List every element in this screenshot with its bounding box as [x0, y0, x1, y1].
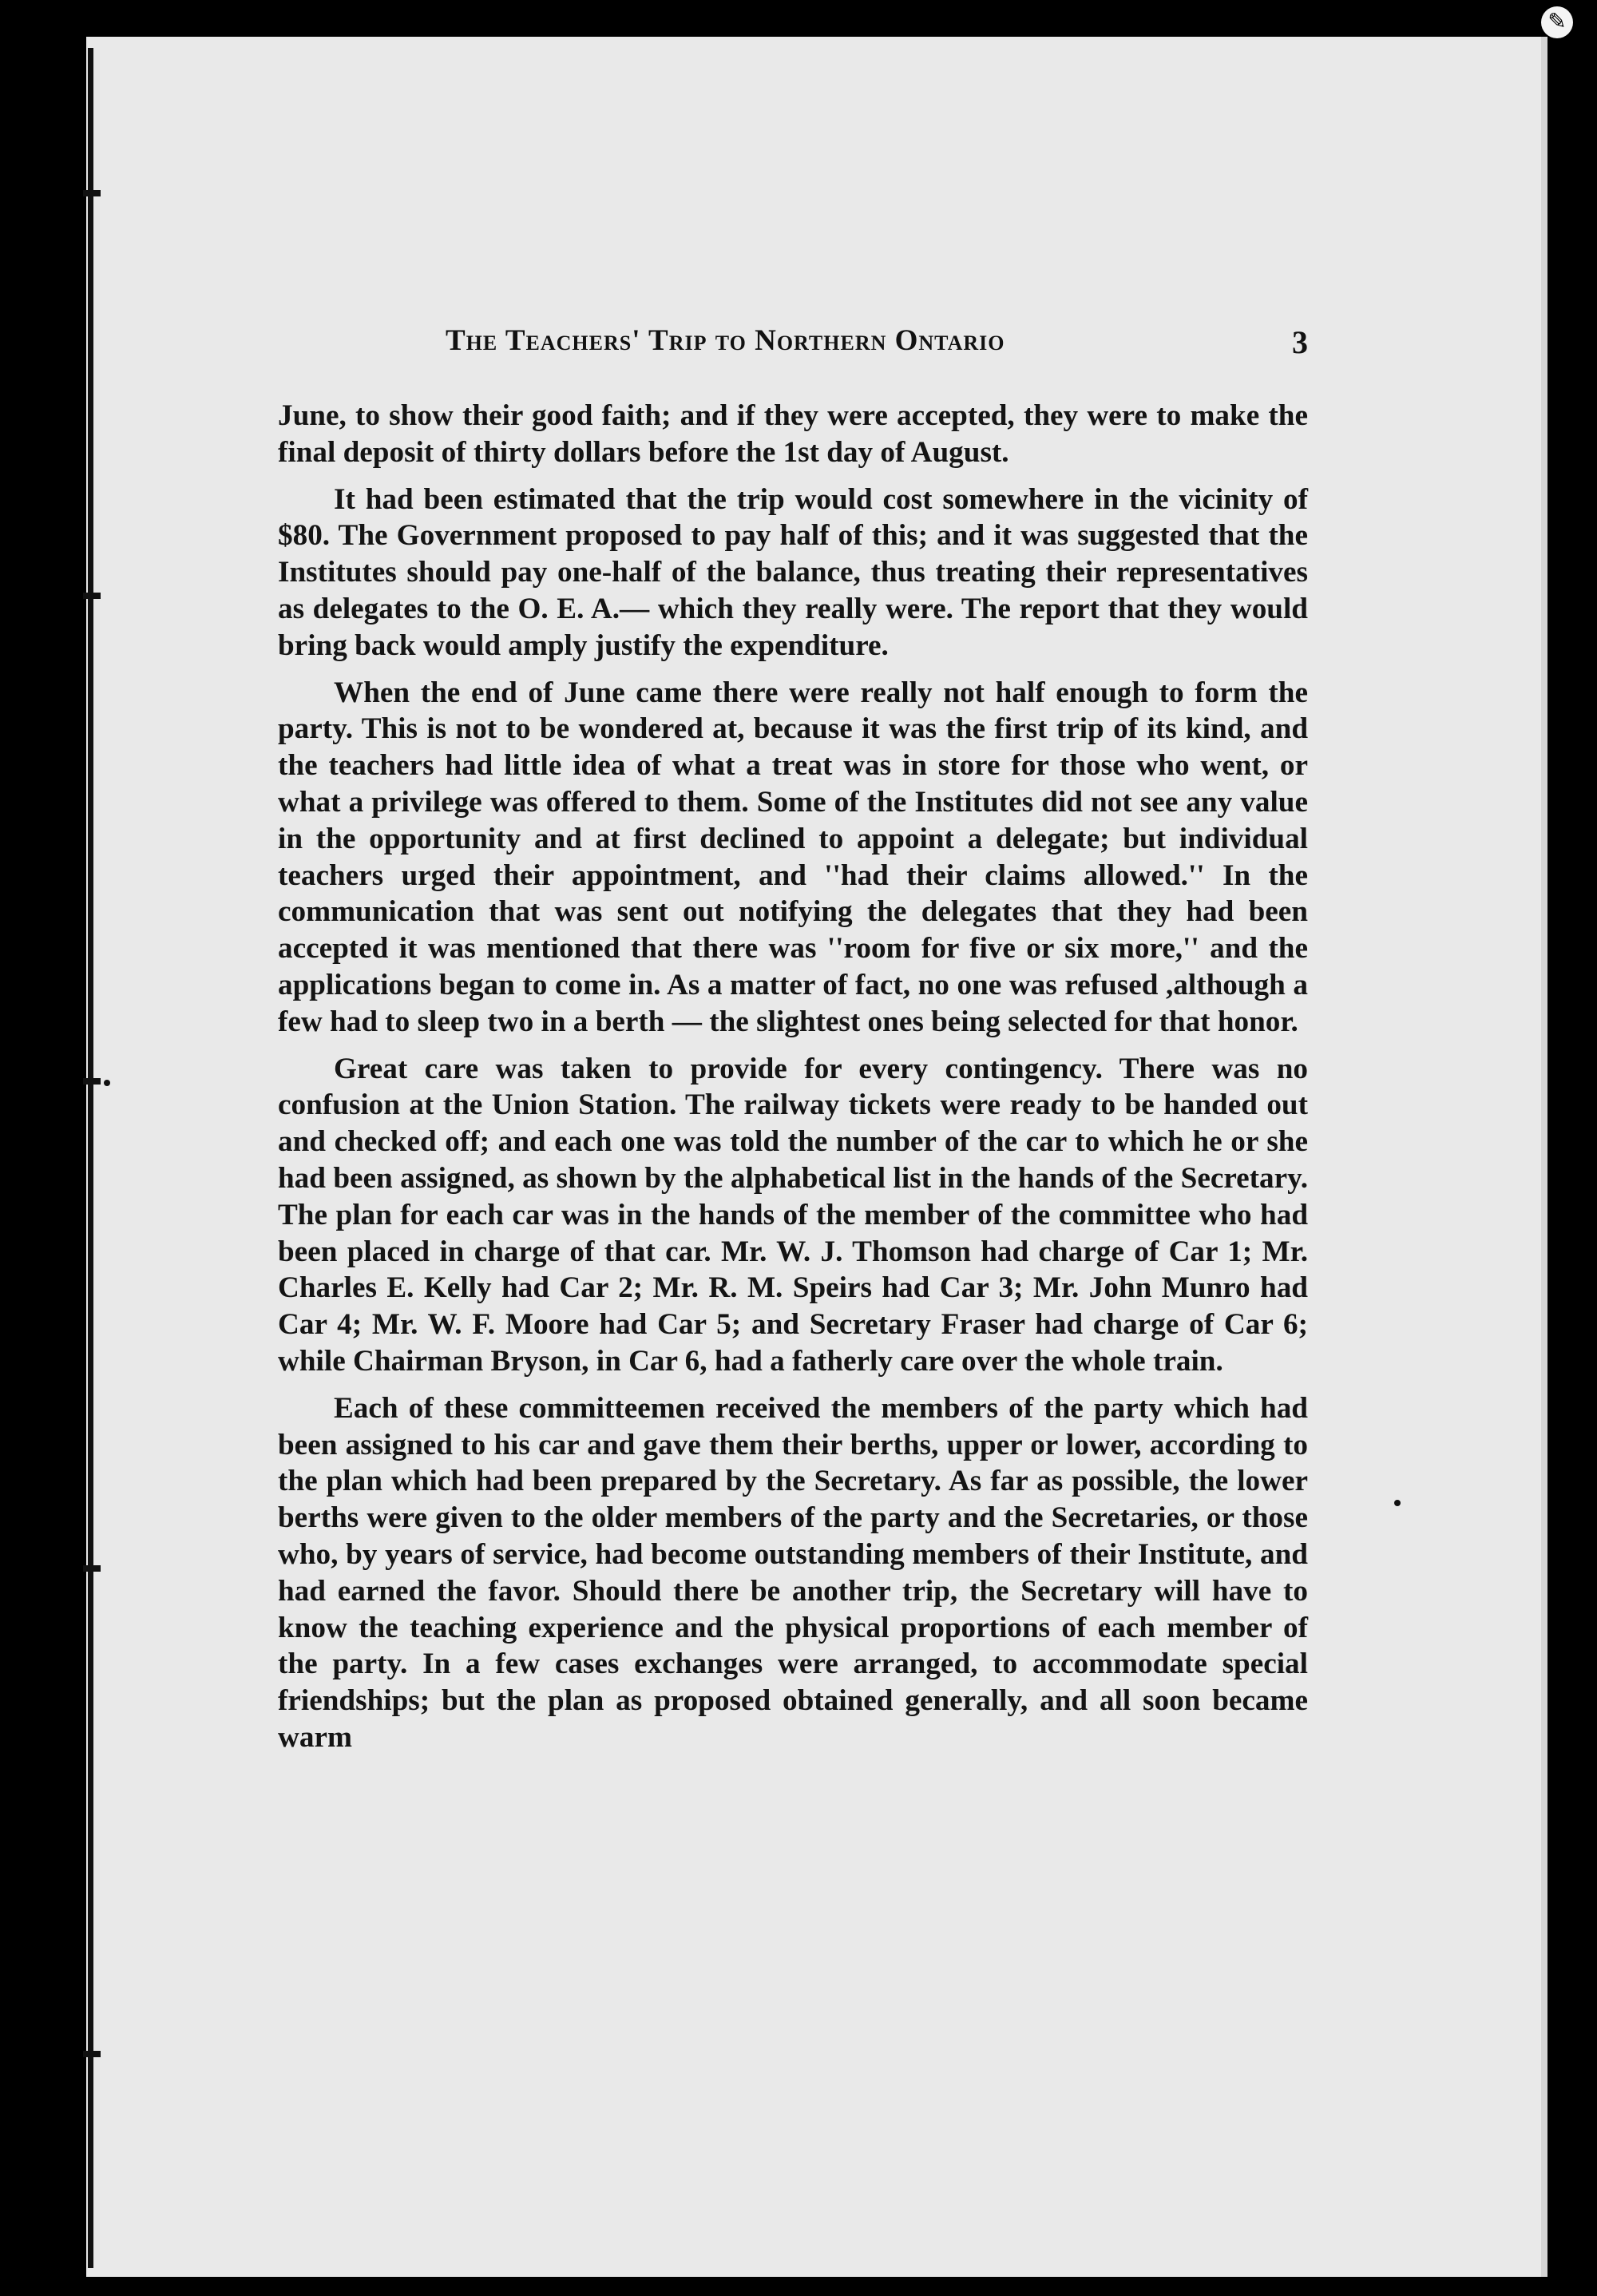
scan-speck	[104, 1080, 110, 1086]
binding-mark	[83, 2051, 101, 2057]
page-number: 3	[1292, 324, 1308, 360]
binding-mark	[83, 593, 101, 599]
running-title: The Teachers' Trip to Northern Ontario	[446, 324, 1005, 357]
paragraph-1: June, to show their good faith; and if they were accepted, they were to make the final deposit of thirty dollars before the 1st day of August.	[278, 399, 1308, 469]
binding-mark	[83, 1078, 101, 1085]
corner-stamp-icon: ✎	[1541, 6, 1573, 38]
binding-mark	[83, 1565, 101, 1572]
binding-mark	[83, 190, 101, 196]
binding-spine	[88, 48, 93, 2268]
body-text	[278, 398, 1308, 1767]
paragraph-3: When the end of June came there were really not half enough to form the party. This is not to be wondered at, because it was the first trip of its kind, and the teachers had little idea of what a treat was in store for those who went, or what a privilege was offered to them. Some of the Institutes did not see any value in the opportunity and at first declined to appoint a delegate; but individual teachers urged their appointment, and ''had their claims allowed.'' In the communication that was sent out notifying the delegates that they had been accepted it was mentioned that there was ''room for five or six more,'' and the applications began to come in. As a matter of fact, no one was refused ,although a few had to sleep two in a berth — the slightest ones being selected for that honor.	[278, 676, 1308, 1038]
paragraph-2: It had been estimated that the trip would cost somewhere in the vicinity of $80. The Government proposed to pay half of this; and it was suggested that the Institutes should pay one-half of the balance, thus treating their representatives as delegates to the O. E. A.— which they really were. The report that they would bring back would amply justify the expenditure.	[278, 482, 1308, 662]
page-header	[278, 323, 1308, 371]
page-edge	[1541, 37, 1547, 2277]
scan-speck	[1394, 1500, 1401, 1506]
paragraph-5: Each of these committeemen received the members of the party which had been assigned to his car and gave them their berths, upper or lower, according to the plan which had been prepared by the Secretary. As far as possible, the lower berths were given to the older members of the party and the Secretaries, or those who, by years of service, had become outstanding members of their Institute, and had earned the favor. Should there be another trip, the Secretary will have to know the teaching experience and the physical proportions of each member of the party. In a few cases exchanges were arranged, to accommodate special friendships; but the plan as proposed obtained generally, and all soon became warm	[278, 1391, 1308, 1754]
paragraph-4: Great care was taken to provide for every contingency. There was no confusion at the Union Station. The railway tickets were ready to be handed out and checked off; and each one was told the number of the car to which he or she had been assigned, as shown by the alphabetical list in the hands of the Secretary. The plan for each car was in the hands of the member of the committee who had been placed in charge of that car. Mr. W. J. Thomson had charge of Car 1; Mr. Charles E. Kelly had Car 2; Mr. R. M. Speirs had Car 3; Mr. John Munro had Car 4; Mr. W. F. Moore had Car 5; and Secretary Fraser had charge of Car 6; while Chairman Bryson, in Car 6, had a fatherly care over the whole train.	[278, 1052, 1308, 1378]
